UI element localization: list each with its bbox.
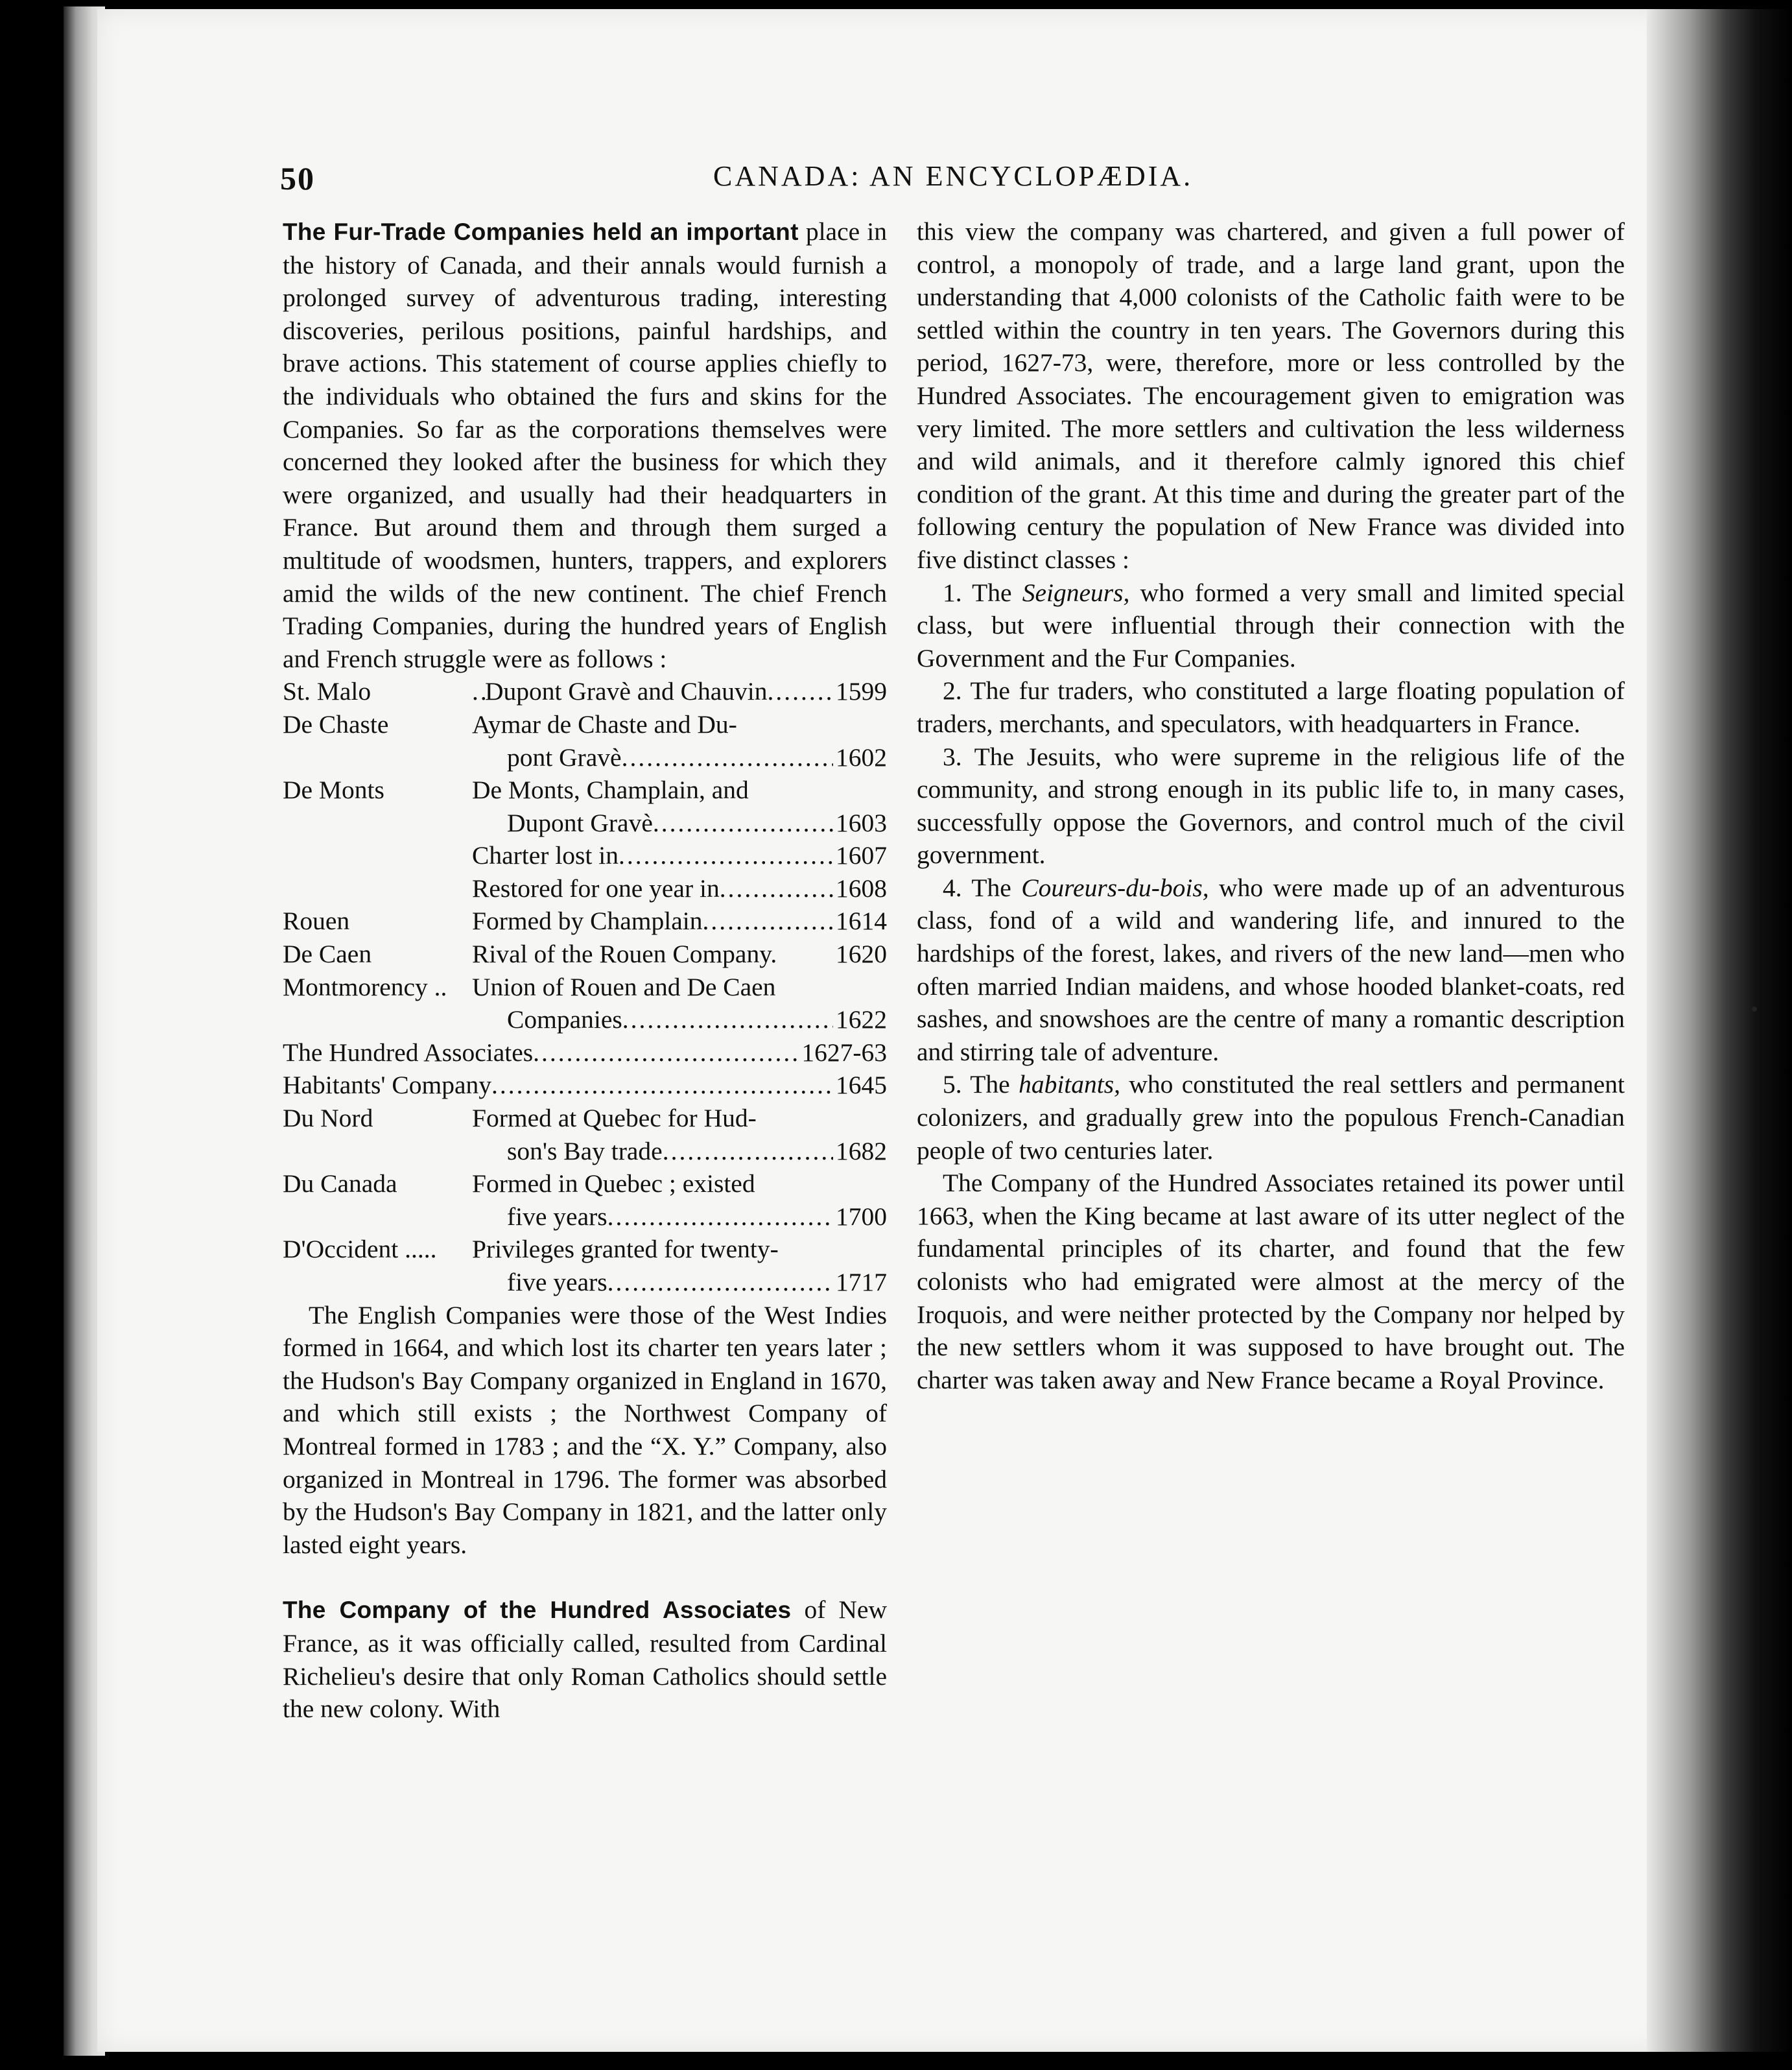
charter-paragraph: this view the company was chartered, and given a full power of control, a monopoly of trade, and a large land grant, upon the understanding that 4,000 colonists of the Catholic faith were to be settled within the country in ten years. The Governors during this period, 1627-73, were, therefore, more or less controlled by the Hundred Associates. The encouragement given to emigration was very limited. The more settlers and cultivation the less wilderness and wild animals, and it therefore calmly ignored this chief condition of the grant. At this time and during the greater part of the following century the population of New France was divided into five distinct classes : [917, 217, 1625, 574]
left-column [283, 215, 887, 1726]
leader-dots [720, 872, 833, 905]
company-name: De Caen [283, 940, 372, 969]
royal-province-paragraph: The Company of the Hundred Associates retained its power until 1663, when the King became at last aware of its utter neglect of the fundamental principles of its charter, and found that the few colonists who had emigrated were almost at the mercy of the Iroquois, and were neither protected by the Company nor helped by the new settlers whom it was supposed to have brought out. The charter was taken away and New France became a Royal Province. [917, 1169, 1625, 1394]
company-row-continued [283, 1135, 887, 1168]
hundred-associates-paragraph [283, 1593, 887, 1725]
company-desc: Dupont Gravè and Chauvin [485, 677, 768, 706]
leader-dots [533, 1036, 799, 1069]
item-number: 5. The [943, 1070, 1010, 1099]
leader-dots [768, 675, 833, 708]
company-row [283, 971, 887, 1004]
leader-dots [702, 905, 833, 938]
item-term: habitants, [1019, 1070, 1120, 1099]
company-year: 1602 [836, 743, 887, 772]
company-row [283, 1167, 887, 1200]
running-head [97, 160, 1666, 198]
company-year: 1608 [836, 874, 887, 903]
item-text: who formed a very small and limited special class, but were influential through their connection with the Government and the Fur Companies. [917, 578, 1625, 672]
company-row [283, 675, 887, 708]
page-number: 50 [280, 160, 315, 196]
section-heading-fur-trade: The Fur-Trade Companies held an important [283, 219, 799, 245]
company-row-continued [283, 1003, 887, 1036]
company-name: The Hundred Associates [283, 1038, 534, 1067]
class-item-habitants [917, 1068, 1625, 1167]
company-desc-cont: Dupont Gravè [507, 808, 653, 837]
company-year: 1620 [836, 940, 887, 969]
company-name: De Chaste [283, 709, 389, 739]
company-row [283, 774, 887, 807]
company-desc-cont: five years [507, 1202, 607, 1231]
right-column [917, 215, 1625, 1396]
book-page [97, 9, 1666, 2052]
item-text: who were made up of an adventurous class, fond of a wild and wandering life, and innured to the hardships of the forest, lakes, and rivers of the new land—men who often married Indian maidens, and whose hooded blanket-coats, red sashes, and snowshoes are the centre of many a romantic description and stirring tale of adventure. [917, 873, 1625, 1066]
company-row [283, 938, 887, 971]
company-year: 1603 [836, 808, 887, 837]
company-row [283, 905, 887, 938]
leader-dots [663, 1135, 833, 1168]
item-term: Coureurs-du-bois, [1021, 873, 1209, 902]
company-row-continued [283, 1266, 887, 1299]
company-year: 1614 [836, 907, 887, 936]
company-desc: De Monts, Champlain, and [472, 776, 749, 805]
company-desc: Union of Rouen and De Caen [472, 972, 776, 1001]
company-desc-cont: pont Gravè [507, 743, 622, 772]
company-desc: Aymar de Chaste and Du- [472, 709, 737, 739]
company-name: St. Malo [283, 677, 371, 706]
company-desc-cont: Companies [507, 1005, 622, 1034]
class-item-jesuits: 3. The Jesuits, who were supreme in the religious life of the community, and strong enough in its public life to, in many cases, successfully oppose the Governors, and control much of the civil government. [917, 742, 1625, 870]
company-desc: Formed in Quebec ; existed [472, 1169, 755, 1198]
company-desc: Formed at Quebec for Hud- [472, 1104, 757, 1133]
company-desc: Rival of the Rouen Company. [472, 940, 777, 969]
company-name: Du Canada [283, 1169, 397, 1198]
company-year: 1599 [836, 677, 887, 706]
company-desc: Privileges granted for twenty- [472, 1235, 779, 1264]
class-item-coureurs [917, 872, 1625, 1069]
page-edge-shadow [1647, 9, 1792, 2052]
paragraph-text: of New France, as it was officially called, resulted from Cardinal Richelieu's desire that only Roman Catholics should settle the new colony. With [283, 1595, 887, 1724]
company-name: D'Occident ..... [283, 1235, 437, 1264]
item-number: 4. The [943, 873, 1011, 902]
leader-dots [491, 1069, 833, 1102]
company-name: Rouen [283, 907, 350, 936]
company-row [283, 1233, 887, 1266]
english-companies-paragraph: The English Companies were those of the West Indies formed in 1664, and which lost its charter ten years later ; the Hudson's Bay Company organized in England in 1670, and which still exists ; the Northwest Company of Montreal formed in 1783 ; and the “X. Y.” Company, also organized in Montreal in 1796. The former was absorbed by the Hudson's Bay Company in 1821, and the latter only lasted eight years. [283, 1300, 887, 1559]
company-year: 1645 [836, 1071, 887, 1100]
company-row-continued [283, 1200, 887, 1233]
leader-dots [607, 1200, 833, 1233]
leader-dots [622, 1003, 833, 1036]
running-title: CANADA: AN ENCYCLOPÆDIA. [713, 160, 1194, 192]
company-name: De Monts [283, 776, 384, 805]
company-desc-cont: son's Bay trade [507, 1136, 663, 1165]
company-desc: Formed by Champlain [472, 907, 703, 936]
item-term: Seigneurs, [1022, 578, 1130, 607]
company-row-continued [283, 741, 887, 774]
company-year: 1717 [836, 1268, 887, 1296]
company-year: 1700 [836, 1202, 887, 1231]
section-heading-hundred-associates: The Company of the Hundred Associates [283, 1597, 792, 1624]
company-row-continued [283, 872, 887, 905]
company-row [283, 708, 887, 741]
company-row [283, 1069, 887, 1102]
company-year: 1607 [836, 841, 887, 870]
leader-dots [472, 675, 485, 708]
company-year: 1627-63 [801, 1038, 887, 1067]
leader-dots [653, 807, 833, 840]
class-item-fur-traders: 2. The fur traders, who constituted a large floating population of traders, merchants, and speculators, with headquarters in France. [917, 676, 1625, 738]
scan-speck [1752, 1006, 1757, 1012]
company-name: Habitants' Company [283, 1071, 491, 1100]
fur-trade-paragraph [283, 215, 887, 675]
company-row [283, 1036, 887, 1069]
company-row [283, 1102, 887, 1135]
company-desc-cont: Restored for one year in [472, 874, 720, 903]
company-row-continued [283, 807, 887, 840]
leader-dots [619, 839, 833, 872]
company-desc-cont: Charter lost in [472, 841, 619, 870]
class-item-seigneurs [917, 577, 1625, 675]
paragraph-text: place in the history of Canada, and their annals would furnish a prolonged survey of adventurous trading, interesting discoveries, perilous positions, painful hardships, and brave actions. This statement of course applies chiefly to the individuals who obtained the furs and skins for the Companies. So far as the corporations themselves were concerned they looked after the business for which they were organized, and usually had their headquarters in France. But around them and through them surged a multitude of woodsmen, hunters, trappers, and explorers amid the wilds of the new continent. The chief French Trading Companies, during the hundred years of English and French struggle were as follows : [283, 217, 888, 673]
company-name: Montmorency .. [283, 972, 447, 1001]
item-number: 1. The [943, 578, 1012, 607]
company-name: Du Nord [283, 1104, 373, 1133]
company-desc-cont: five years [507, 1268, 607, 1296]
leader-dots [607, 1266, 833, 1299]
leader-dots [622, 741, 833, 774]
company-year: 1682 [836, 1136, 887, 1165]
trading-companies-table [283, 675, 887, 1298]
company-year: 1622 [836, 1005, 887, 1034]
item-text: who constituted the real settlers and permanent colonizers, and gradually grew into the populous French-Canadian people of two centuries later. [917, 1070, 1625, 1165]
company-row-continued [283, 839, 887, 872]
